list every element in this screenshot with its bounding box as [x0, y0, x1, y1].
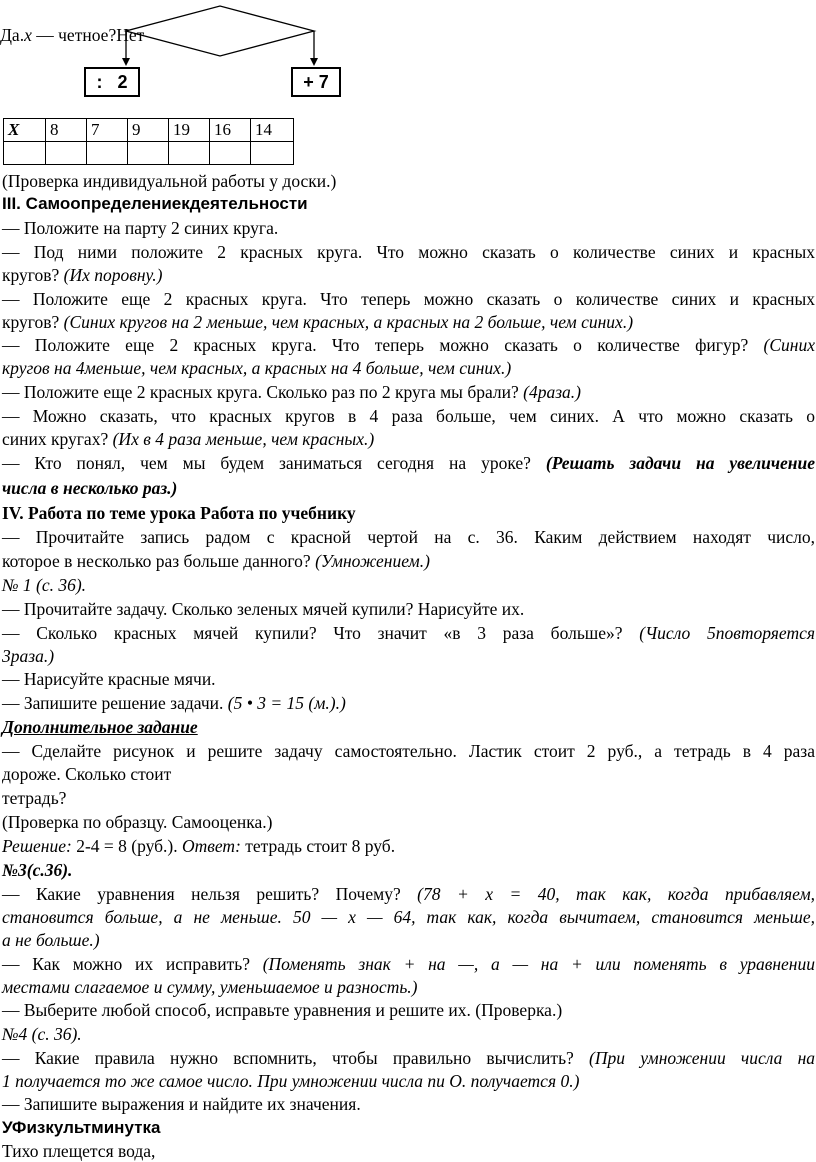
text-line: тетрадь? — [2, 788, 67, 808]
text-line: которое в несколько раз больше данного? (Умножением.) — [2, 551, 430, 571]
table-row-empty — [4, 142, 294, 165]
flowchart-condition — [0, 25, 144, 46]
section-heading-4: IV. Работа по теме урока Работа по учебнику — [2, 503, 356, 523]
text-line: а не больше.) — [2, 930, 100, 950]
text-line: — Какие правила нужно вспомнить, чтобы правильно вычислить? (При умножении числа на — [2, 1048, 815, 1068]
text-line: — Запишите решение задачи. (5 • 3 = 15 (м.).) — [2, 693, 346, 713]
yes-label: Да. — [0, 25, 25, 45]
text-line: кругов? (Синих кругов на 2 меньше, чем красных, а красных на 2 больше, чем синих.) — [2, 312, 634, 332]
table-cell: 14 — [251, 119, 294, 142]
text-line: (Проверка индивидуальной работы у доски.) — [2, 171, 337, 191]
text-line: Тихо плещется вода, — [2, 1141, 156, 1161]
text-line: — Сколько красных мячей купили? Что значит «в 3 раза больше»? (Число 5повторяется — [2, 623, 815, 643]
table-header-cell: X — [4, 119, 46, 142]
text-line: дороже. Сколько стоит — [2, 764, 172, 784]
text-line: — Можно сказать, что красных кругов в 4 раза больше, чем синих. А что можно сказать о — [2, 406, 815, 426]
table-cell: 9 — [128, 119, 169, 142]
table-cell: 8 — [46, 119, 87, 142]
text-line: (Проверка по образцу. Самооценка.) — [2, 812, 273, 832]
text-line: становится больше, а не меньше. 50 — х — 64, так как, когда вычитаем, становится меньше, — [2, 907, 815, 927]
text-line: 1 получается то же самое число. При умножении числа пи О. получается 0.) — [2, 1071, 580, 1091]
text-line: — Выберите любой способ, исправьте уравнения и решите их. (Проверка.) — [2, 1000, 563, 1020]
text-line: — Положите еще 2 красных круга. Сколько раз по 2 круга мы брали? (4раза.) — [2, 382, 581, 402]
text-line: местами слагаемое и сумму, уменьшаемое и разность.) — [2, 977, 418, 997]
text-line: — Положите еще 2 красных круга. Что теперь можно сказать о количестве синих и красных — [2, 289, 815, 309]
text-line: — Прочитайте запись радом с красной чертой на с. 36. Каким действием находят число, — [2, 527, 815, 547]
text-line: числа в несколько раз.) — [2, 478, 178, 498]
exercise-number: №3(с.36). — [2, 860, 73, 880]
x-values-table — [3, 118, 294, 165]
text-line: — Как можно их исправить? (Поменять знак + на —, а — на + или поменять в уравнении — [2, 954, 815, 974]
table-cell: 19 — [169, 119, 210, 142]
table-cell: 7 — [87, 119, 128, 142]
decision-diamond — [126, 6, 314, 56]
divide-box: : 2 — [84, 67, 140, 97]
text-line: — Прочитайте задачу. Сколько зеленых мячей купили? Нарисуйте их. — [2, 599, 525, 619]
text-line: — Запишите выражения и найдите их значения. — [2, 1094, 361, 1114]
section-heading-extra: Дополнительное задание — [2, 717, 198, 737]
condition-text: — четное? — [31, 25, 117, 45]
no-arrow-head — [310, 58, 318, 66]
yes-arrow-head — [122, 58, 130, 66]
section-heading-physical: УФизкультминутка — [2, 1118, 161, 1137]
text-line: синих кругах? (Их в 4 раза меньше, чем красных.) — [2, 429, 375, 449]
no-label: Нет — [116, 25, 145, 45]
exercise-number: № 1 (с. 36). — [2, 575, 87, 595]
section-heading-3: III. Самоопределениекдеятельности — [2, 194, 308, 213]
exercise-number: №4 (с. 36). — [2, 1024, 82, 1044]
table-cell: 16 — [210, 119, 251, 142]
text-line: — Положите еще 2 красных круга. Что теперь можно сказать о количестве фигур? (Синих — [2, 335, 816, 355]
text-line: 3раза.) — [2, 646, 55, 666]
text-line: кругов? (Их поровну.) — [2, 265, 163, 285]
text-line: — Сделайте рисунок и решите задачу самостоятельно. Ластик стоит 2 руб., а тетрадь в 4 раза — [2, 741, 815, 761]
var-x: x — [24, 25, 32, 45]
solution-line: Решение: 2-4 = 8 (руб.). Ответ: тетрадь стоит 8 руб. — [2, 836, 396, 856]
text-line: — Нарисуйте красные мячи. — [2, 669, 216, 689]
text-line: — Какие уравнения нельзя решить? Почему? (78 + х = 40, так как, когда прибавляем, — [2, 884, 815, 904]
text-line: — Кто понял, чем мы будем заниматься сегодня на уроке? (Решать задачи на увеличение — [2, 453, 815, 473]
text-line: — Под ними положите 2 красных круга. Что можно сказать о количестве синих и красных — [2, 242, 815, 262]
text-line: — Положите на парту 2 синих круга. — [2, 218, 279, 238]
add-box: + 7 — [291, 67, 341, 97]
text-line: кругов на 4меньше, чем красных, а красных на 4 больше, чем синих.) — [2, 358, 512, 378]
table-row-values — [4, 119, 294, 142]
